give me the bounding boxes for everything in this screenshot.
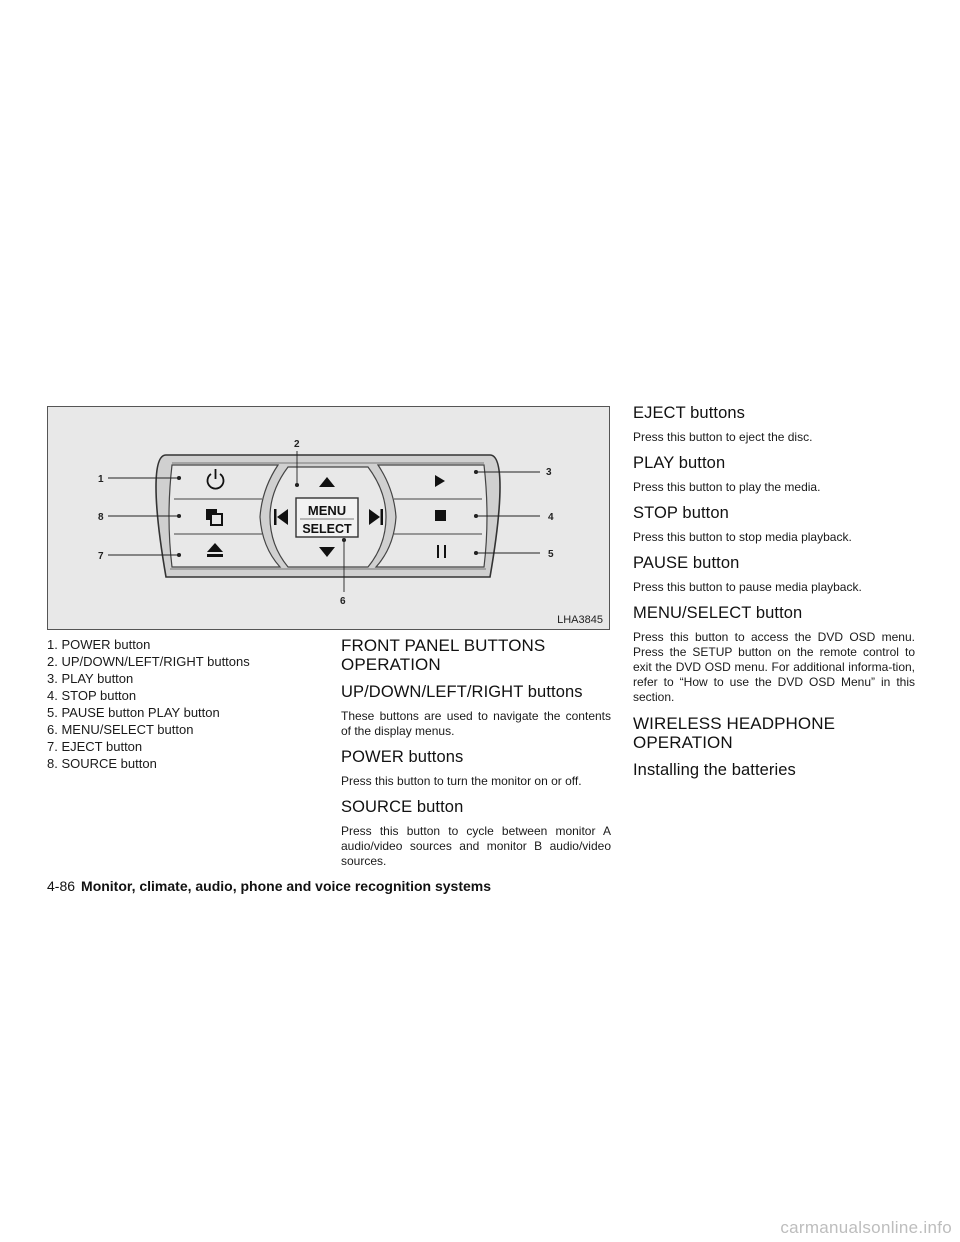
stop-icon: [435, 510, 446, 521]
callout-3: 3: [546, 467, 552, 478]
callout-6: 6: [340, 596, 346, 607]
section-text: Press this button to eject the disc.: [633, 430, 813, 444]
page-number: 4-86: [47, 878, 76, 894]
section-heading: PLAY button: [633, 454, 726, 472]
legend-item: 7. EJECT button: [47, 739, 143, 754]
figure-legend: [47, 636, 317, 772]
wireless-headphone-heading: WIRELESS HEADPHONE OPERATION: [633, 714, 836, 752]
page-footer: [47, 878, 491, 894]
section-text: Press this button to cycle between monitor A audio/video sources and monitor B audio/video sources.: [341, 824, 611, 868]
section-text: Press this button to stop media playback.: [633, 530, 852, 544]
section-heading: PAUSE button: [633, 554, 740, 572]
chapter-title: Monitor, climate, audio, phone and voice recognition systems: [81, 878, 491, 894]
menu-label: MENU: [307, 503, 347, 518]
section-heading: SOURCE button: [341, 798, 464, 816]
callout-5: 5: [548, 549, 554, 560]
legend-item: 4. STOP button: [47, 688, 137, 703]
legend-item: 8. SOURCE button: [47, 756, 157, 771]
legend-item: 5. PAUSE button PLAY button: [47, 705, 220, 720]
callout-8: 8: [98, 512, 104, 523]
installing-batteries-heading: Installing the batteries: [633, 761, 796, 779]
callout-4: 4: [548, 512, 554, 523]
section-text: Press this button to pause media playback.: [633, 580, 862, 594]
select-label: SELECT: [302, 522, 352, 536]
legend-item: 1. POWER button: [47, 637, 151, 652]
legend-item: 6. MENU/SELECT button: [47, 722, 194, 737]
watermark: carmanualsonline.info: [780, 1218, 952, 1237]
section-text: Press this button to turn the monitor on or off.: [341, 774, 582, 788]
section-text: Press this button to play the media.: [633, 480, 821, 494]
buttons-column: [633, 404, 915, 787]
legend-item: 2. UP/DOWN/LEFT/RIGHT buttons: [47, 654, 250, 669]
callout-1: 1: [98, 474, 104, 485]
section-text: These buttons are used to navigate the contents of the display menus.: [341, 709, 611, 738]
figure-code: LHA3845: [557, 614, 603, 626]
figure-legend-column: [47, 636, 317, 772]
section-heading: MENU/SELECT button: [633, 604, 803, 622]
front-panel-heading: FRONT PANEL BUTTONS OPERATION: [341, 636, 546, 674]
section-heading: EJECT buttons: [633, 404, 745, 422]
front-panel-column: [341, 636, 611, 878]
front-panel-diagram: [48, 407, 611, 631]
callout-7: 7: [98, 551, 104, 562]
legend-item: 3. PLAY button: [47, 671, 134, 686]
section-heading: POWER buttons: [341, 748, 464, 766]
front-panel-figure: [47, 406, 610, 630]
section-heading: STOP button: [633, 504, 729, 522]
section-text: Press this button to access the DVD OSD menu. Press the SETUP button on the remote control to exit the DVD OSD menu. For additional informa-tion, refer to “How to use the DVD OSD Menu” in this section.: [633, 630, 915, 704]
section-heading: UP/DOWN/LEFT/RIGHT buttons: [341, 683, 583, 701]
callout-2: 2: [294, 439, 300, 450]
